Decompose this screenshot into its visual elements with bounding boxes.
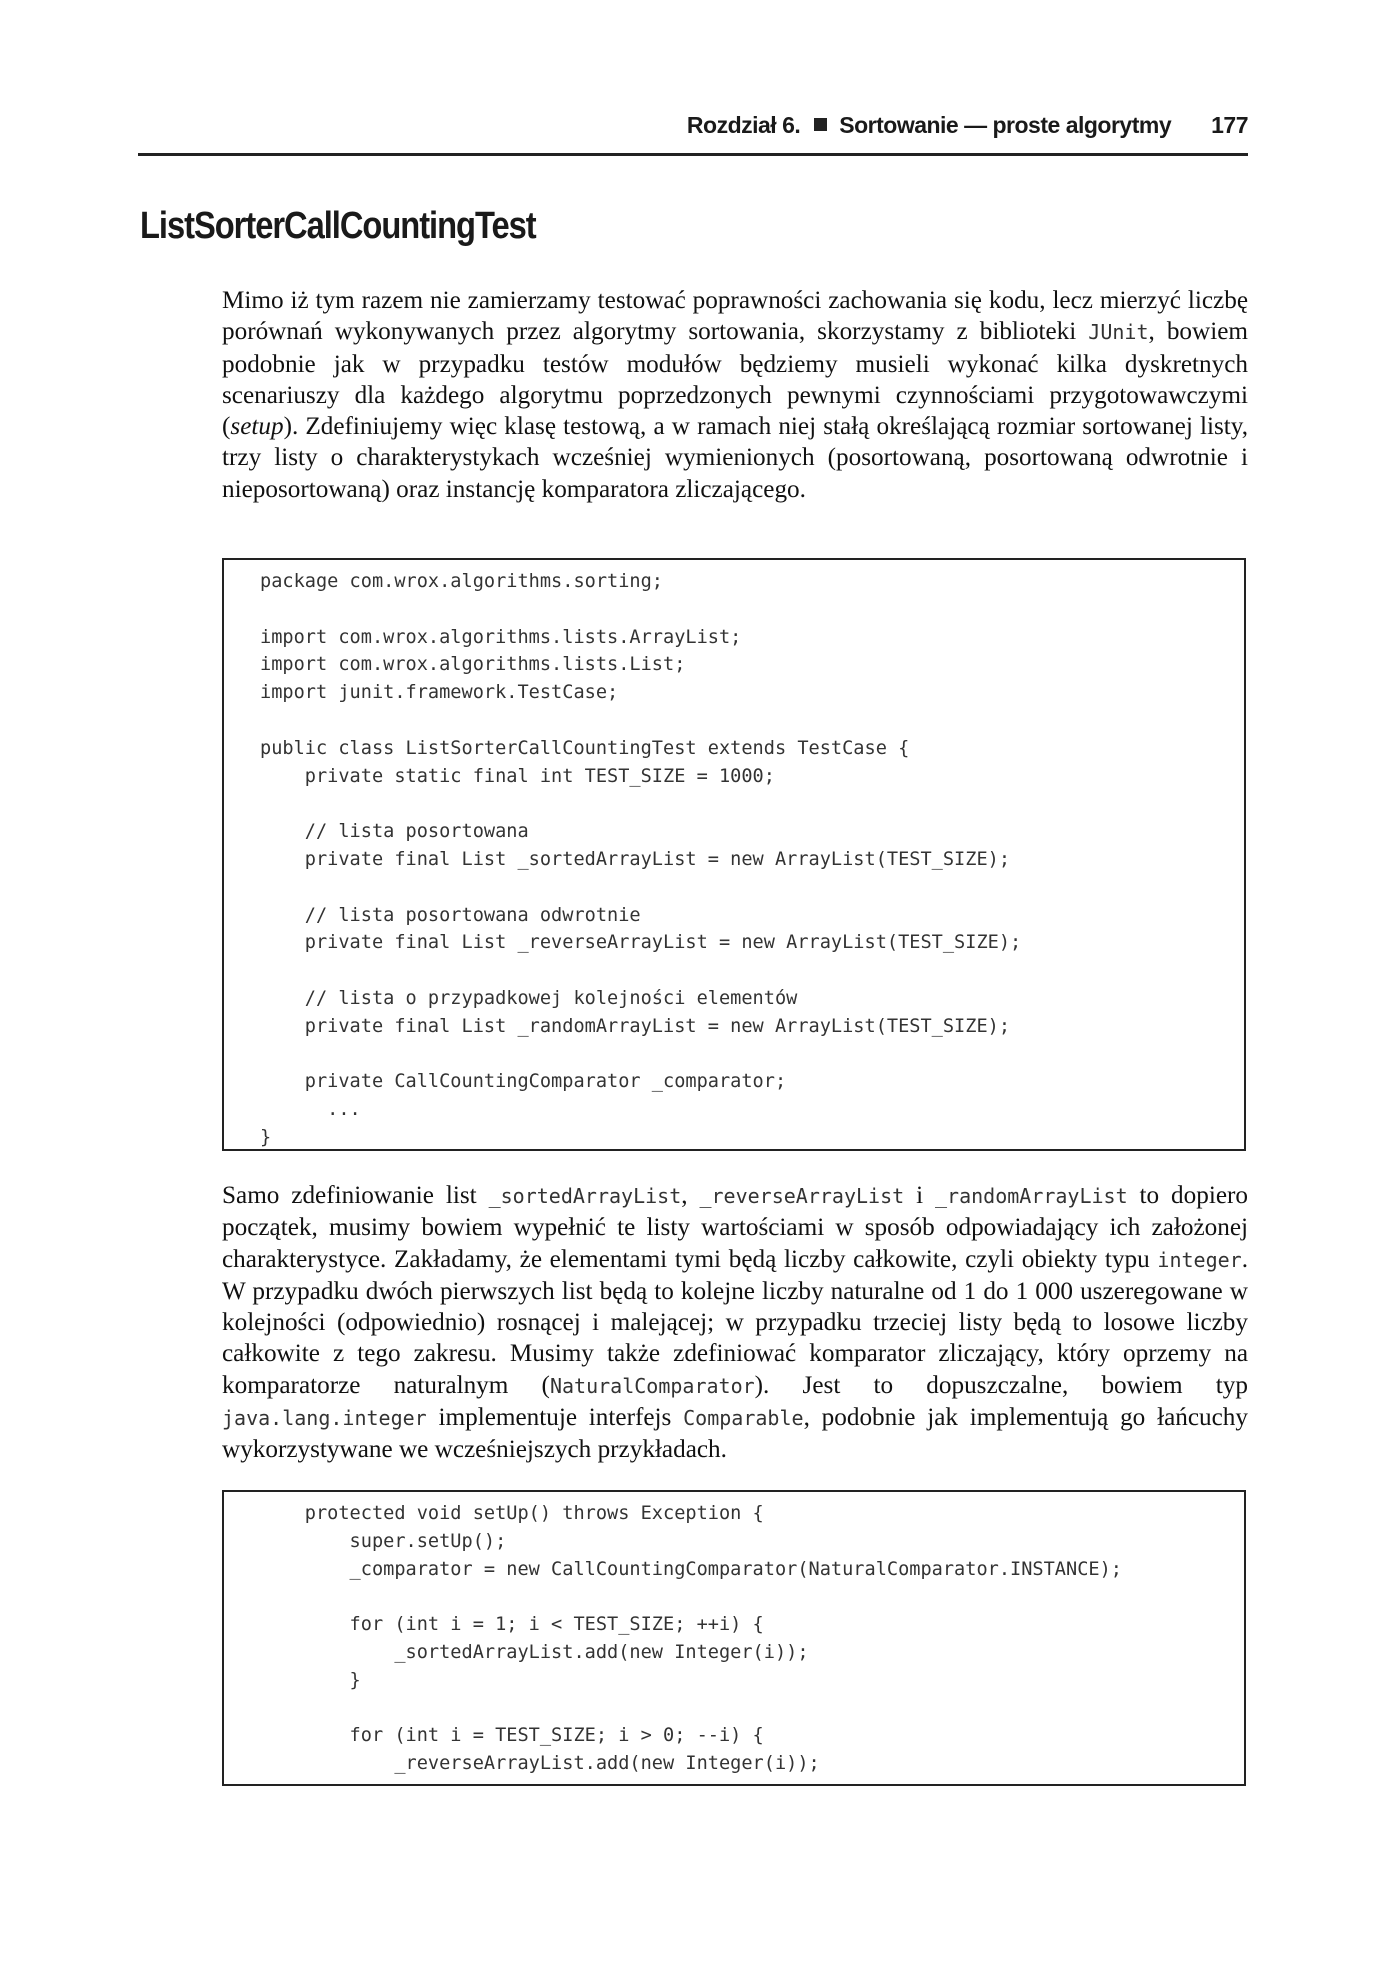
text-run: ). Jest to dopuszczalne, bowiem typ bbox=[754, 1371, 1248, 1399]
text-run: implementuje interfejs bbox=[426, 1404, 684, 1432]
text-run: . W przypadku dwóch pierwszych list będą to kolejne liczby naturalne od 1 do 1 000 uszeregowane w kolejności (odpowiednio) rosnącej i malejącej; w przypadku trzeciej listy będą to losowe liczby całkowite z tego zakresu. Musimy także zdefiniować komparator zliczający, który oprzemy na komparatorze naturalnym ( bbox=[222, 1245, 1248, 1399]
code-line: _sortedArrayList.add(new Integer(i)); bbox=[260, 1641, 809, 1663]
code-listing-class bbox=[222, 558, 1246, 1151]
text-run: to dopiero początek, musimy bowiem wypełnić te listy wartościami w sposób odpowiadający ich założonej charakterystyce. Zakładamy, że elementami tymi będą liczby całkowite, czyli obiekty typu bbox=[222, 1182, 1248, 1273]
inline-code: _randomArrayList bbox=[934, 1184, 1128, 1208]
section-title: ListSorterCallCountingTest bbox=[140, 205, 536, 247]
code-line: // lista posortowana odwrotnie bbox=[260, 904, 641, 926]
code-block bbox=[224, 1492, 1244, 1778]
code-line: } bbox=[260, 1126, 272, 1148]
code-line: import com.wrox.algorithms.lists.List; bbox=[260, 654, 686, 676]
inline-code: NaturalComparator bbox=[549, 1373, 755, 1398]
code-line: import com.wrox.algorithms.lists.ArrayList; bbox=[260, 626, 742, 648]
text-run: Mimo iż tym razem nie zamierzamy testować poprawności zachowania się kodu, lecz mierzyć liczbę porównań wykonywanych przez algorytmy sortowania, skorzystamy z biblioteki bbox=[222, 287, 1248, 346]
code-line: _comparator = new CallCountingComparator(NaturalComparator.INSTANCE); bbox=[260, 1558, 1122, 1580]
code-line: } bbox=[260, 1669, 361, 1691]
text-run: , bbox=[681, 1182, 700, 1209]
code-line: private static final int TEST_SIZE = 1000; bbox=[260, 765, 775, 787]
code-listing-setup bbox=[222, 1490, 1246, 1786]
page-number: 177 bbox=[1211, 112, 1248, 138]
text-run: ). Zdefiniujemy więc klasę testową, a w ramach niej stałą określającą rozmiar sortowanej listy, trzy listy o charakterystykach wcześniej wymienionych (posortowaną, posortowaną odwrotnie i nieposortowaną) oraz instancję komparatora zliczającego. bbox=[222, 413, 1248, 503]
code-line: import junit.framework.TestCase; bbox=[260, 682, 619, 704]
chapter-label: Rozdział 6. bbox=[686, 112, 801, 138]
emphasis-text: setup bbox=[230, 413, 284, 441]
code-line bbox=[260, 707, 1244, 735]
code-line bbox=[260, 1583, 1244, 1611]
code-line bbox=[260, 874, 1244, 902]
code-line: private CallCountingComparator _comparator; bbox=[260, 1071, 787, 1093]
inline-code: java.lang.integer bbox=[222, 1406, 427, 1431]
intro-paragraph bbox=[222, 285, 1248, 505]
text-run: , podobnie jak implementują go łańcuchy wykorzystywane we wcześniejszych przykładach. bbox=[222, 1404, 1248, 1464]
code-line: ... bbox=[260, 1099, 361, 1121]
code-line: for (int i = TEST_SIZE; i > 0; --i) { bbox=[260, 1725, 764, 1747]
inline-code: _reverseArrayList bbox=[699, 1184, 905, 1208]
code-line: package com.wrox.algorithms.sorting; bbox=[260, 571, 663, 592]
code-line: for (int i = 1; i < TEST_SIZE; ++i) { bbox=[260, 1614, 764, 1636]
text-run: Samo zdefiniowanie list bbox=[222, 1182, 489, 1209]
inline-code: JUnit bbox=[1088, 320, 1149, 345]
code-line: private final List _sortedArrayList = new ArrayList(TEST_SIZE); bbox=[260, 848, 1011, 870]
code-line: private final List _reverseArrayList = new ArrayList(TEST_SIZE); bbox=[260, 932, 1022, 954]
code-line: _reverseArrayList.add(new Integer(i)); bbox=[260, 1753, 820, 1775]
code-line bbox=[260, 790, 1244, 818]
code-line: super.setUp(); bbox=[260, 1530, 507, 1552]
chapter-title: Sortowanie — proste algorytmy bbox=[839, 112, 1172, 138]
square-bullet-icon bbox=[814, 118, 827, 131]
code-block bbox=[224, 560, 1244, 1151]
code-line: protected void setUp() throws Exception { bbox=[260, 1503, 764, 1524]
code-line bbox=[260, 957, 1244, 985]
code-line bbox=[260, 1695, 1244, 1723]
code-line bbox=[260, 1041, 1244, 1069]
code-line: private final List _randomArrayList = new ArrayList(TEST_SIZE); bbox=[260, 1015, 1011, 1037]
code-line: // lista posortowana bbox=[260, 821, 529, 843]
code-line: // lista o przypadkowej kolejności elementów bbox=[260, 987, 798, 1009]
text-run: , bowiem podobnie jak w przypadku testów modułów będziemy musieli wykonać kilka dyskretnych scenariuszy dla każdego algorytmu poprzedzonych pewnymi czynnościami przygotowawczymi ( bbox=[222, 318, 1248, 441]
code-line: public class ListSorterCallCountingTest extends TestCase { bbox=[260, 737, 910, 759]
inline-code: Comparable bbox=[683, 1406, 804, 1431]
inline-code: _sortedArrayList bbox=[488, 1184, 682, 1208]
explanation-paragraph bbox=[222, 1180, 1248, 1466]
inline-code: integer bbox=[1157, 1247, 1242, 1272]
running-head bbox=[138, 112, 1248, 156]
code-line bbox=[260, 596, 1244, 624]
text-run: i bbox=[904, 1182, 935, 1209]
